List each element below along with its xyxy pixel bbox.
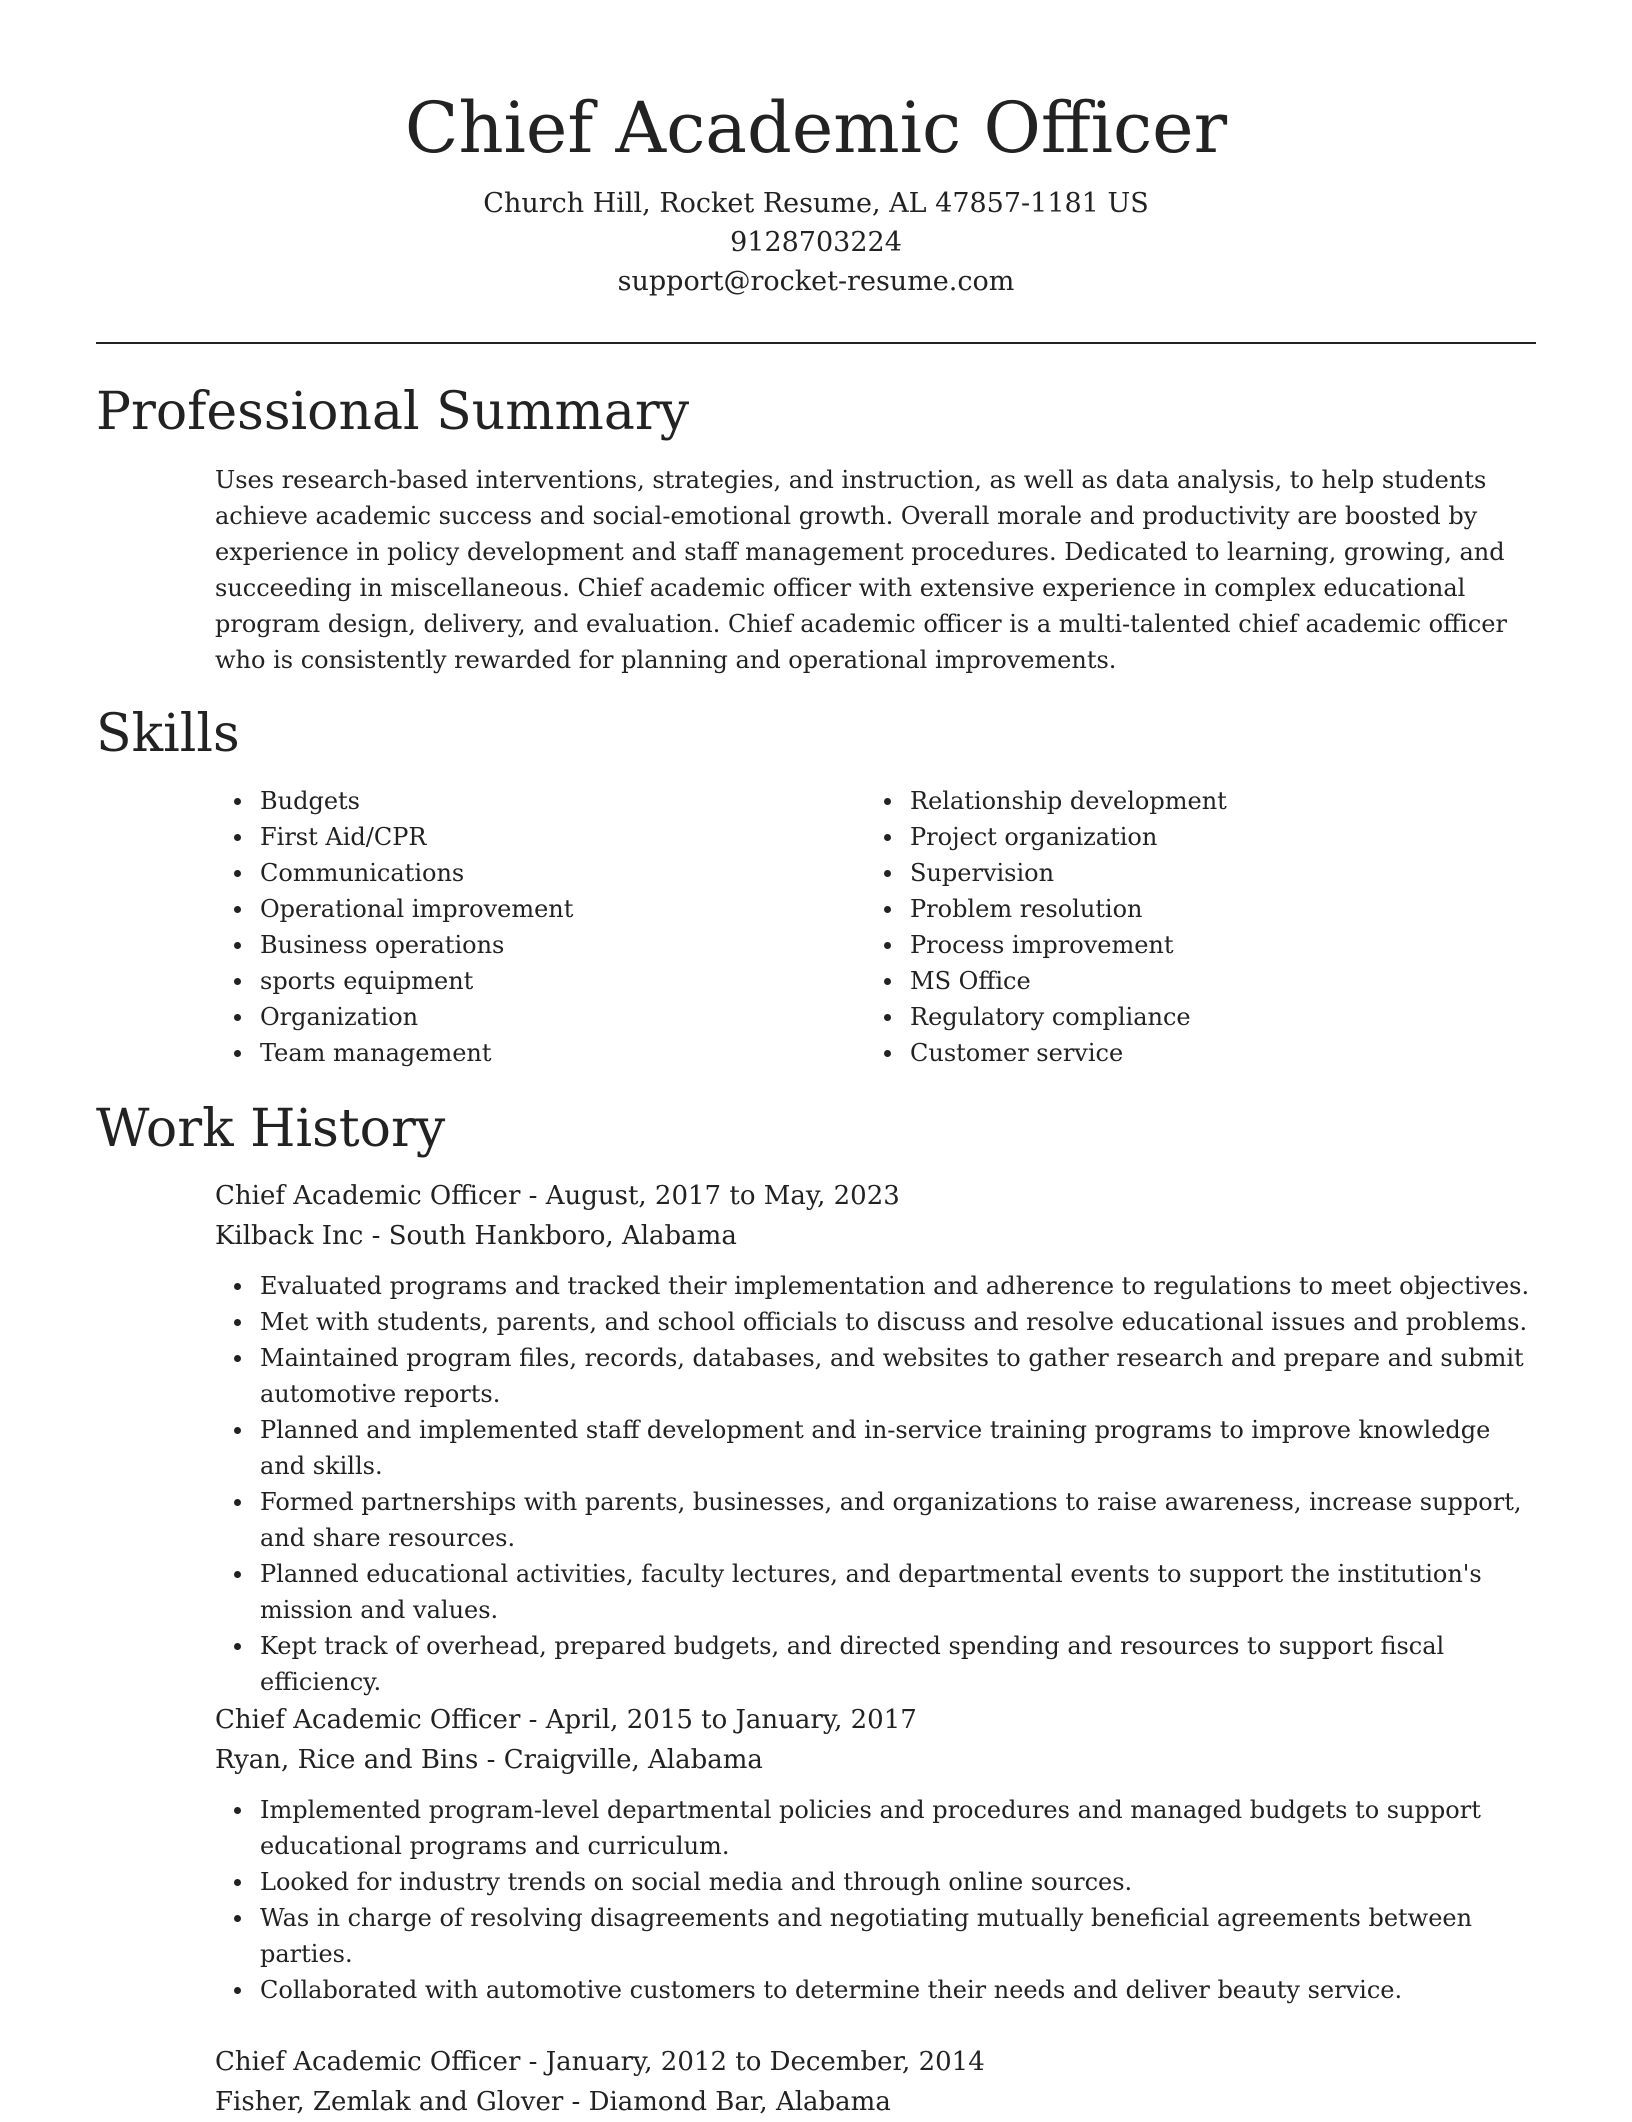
bullet-icon <box>234 870 241 877</box>
bullet-icon <box>234 1499 241 1506</box>
bullet-icon <box>234 1987 241 1994</box>
bullet-icon <box>234 798 241 805</box>
job-duties <box>215 1792 1535 2008</box>
skills-heading: Skills <box>96 704 240 764</box>
resume-header <box>0 82 1632 301</box>
job-company: Ryan, Rice and Bins <box>215 1745 479 1775</box>
skill-item: MS Office <box>865 963 1535 999</box>
bullet-icon <box>234 1355 241 1362</box>
skill-item: Operational improvement <box>215 891 815 927</box>
bullet-icon <box>884 906 891 913</box>
skill-item: Business operations <box>215 927 815 963</box>
skill-item: Budgets <box>215 783 815 819</box>
bullet-icon <box>234 978 241 985</box>
bullet-icon <box>234 942 241 949</box>
duty-item: Implemented program-level departmental policies and procedures and managed budgets to support educational programs and curriculum. <box>215 1792 1535 1864</box>
work-history-heading: Work History <box>96 1099 446 1159</box>
contact-phone: 9128703224 <box>730 227 902 258</box>
bullet-icon <box>884 1014 891 1021</box>
bullet-icon <box>234 1050 241 1057</box>
bullet-icon <box>234 906 241 913</box>
skill-item: Process improvement <box>865 927 1535 963</box>
duty-item: Met with students, parents, and school officials to discuss and resolve educational issues and problems. <box>215 1304 1535 1340</box>
skill-item: Supervision <box>865 855 1535 891</box>
duty-item: Looked for industry trends on social media and through online sources. <box>215 1864 1535 1900</box>
skill-item: Team management <box>215 1035 815 1071</box>
duty-item: Maintained program files, records, databases, and websites to gather research and prepare and submit automotive reports. <box>215 1340 1535 1412</box>
bullet-icon <box>234 1571 241 1578</box>
job-company-line: Fisher, Zemlak and Glover - Diamond Bar, Alabama <box>215 2087 891 2117</box>
skills-list-left <box>215 783 815 1071</box>
skill-item: Regulatory compliance <box>865 999 1535 1035</box>
duty-item: Formed partnerships with parents, businesses, and organizations to raise awareness, increase support, and share resources. <box>215 1484 1535 1556</box>
duty-item: Was in charge of resolving disagreements and negotiating mutually beneficial agreements between parties. <box>215 1900 1535 1972</box>
bullet-icon <box>234 1427 241 1434</box>
skill-item: Project organization <box>865 819 1535 855</box>
job-company-line: Kilback Inc - South Hankboro, Alabama <box>215 1221 737 1251</box>
skill-item: Communications <box>215 855 815 891</box>
job-location: Craigville, Alabama <box>503 1745 763 1775</box>
job-entry <box>215 2042 1535 2122</box>
skill-item: Customer service <box>865 1035 1535 1071</box>
summary-text: Uses research-based interventions, strategies, and instruction, as well as data analysis, to help students achieve academic success and social-emotional growth. Overall morale and productivity are boosted by experience in policy development and staff management procedures. Dedicated to learning, growing, and succeeding in miscellaneous. Chief academic officer with extensive experience in complex educational program design, delivery, and evaluation. Chief academic officer is a multi-talented chief academic officer who is consistently rewarded for planning and operational improvements. <box>215 466 1507 674</box>
duty-item: Evaluated programs and tracked their implementation and adherence to regulations to meet objectives. <box>215 1268 1535 1304</box>
duty-item: Kept track of overhead, prepared budgets, and directed spending and resources to support fiscal efficiency. <box>215 1628 1535 1700</box>
job-title: Chief Academic Officer <box>215 1181 521 1211</box>
candidate-name: Chief Academic Officer <box>404 87 1228 169</box>
bullet-icon <box>234 1807 241 1814</box>
bullet-icon <box>234 834 241 841</box>
bullet-icon <box>234 1915 241 1922</box>
bullet-icon <box>234 1283 241 1290</box>
contact-address: Church Hill, Rocket Resume, AL 47857-1181 US <box>483 188 1149 219</box>
job-dates: January, 2012 to December, 2014 <box>545 2047 985 2077</box>
job-title: Chief Academic Officer <box>215 1705 521 1735</box>
job-company: Kilback Inc <box>215 1221 364 1251</box>
bullet-icon <box>884 942 891 949</box>
bullet-icon <box>884 798 891 805</box>
job-company: Fisher, Zemlak and Glover <box>215 2087 564 2117</box>
job-title-line: Chief Academic Officer - August, 2017 to May, 2023 <box>215 1181 900 1211</box>
bullet-icon <box>884 870 891 877</box>
contact-email: support@rocket-resume.com <box>617 266 1015 297</box>
skill-item: sports equipment <box>215 963 815 999</box>
duty-item: Planned educational activities, faculty lectures, and departmental events to support the institution's mission and values. <box>215 1556 1535 1628</box>
contact-block <box>0 184 1632 301</box>
skill-item: Relationship development <box>865 783 1535 819</box>
bullet-icon <box>234 1014 241 1021</box>
job-dates: August, 2017 to May, 2023 <box>545 1181 900 1211</box>
header-divider <box>96 342 1536 344</box>
job-company-line: Ryan, Rice and Bins - Craigville, Alabama <box>215 1745 763 1775</box>
bullet-icon <box>884 834 891 841</box>
bullet-icon <box>234 1643 241 1650</box>
bullet-icon <box>884 978 891 985</box>
skill-item: Organization <box>215 999 815 1035</box>
job-duties <box>215 1268 1535 1700</box>
duty-item: Planned and implemented staff development and in-service training programs to improve knowledge and skills. <box>215 1412 1535 1484</box>
bullet-icon <box>234 1879 241 1886</box>
job-title-line: Chief Academic Officer - January, 2012 to December, 2014 <box>215 2047 985 2077</box>
job-title-line: Chief Academic Officer - April, 2015 to January, 2017 <box>215 1705 917 1735</box>
skill-item: First Aid/CPR <box>215 819 815 855</box>
duty-item: Collaborated with automotive customers to determine their needs and deliver beauty service. <box>215 1972 1535 2008</box>
bullet-icon <box>884 1050 891 1057</box>
job-dates: April, 2015 to January, 2017 <box>545 1705 917 1735</box>
skills-list-right <box>865 783 1535 1071</box>
bullet-icon <box>234 1319 241 1326</box>
skill-item: Problem resolution <box>865 891 1535 927</box>
job-location: South Hankboro, Alabama <box>388 1221 737 1251</box>
summary-heading: Professional Summary <box>96 382 690 442</box>
job-title: Chief Academic Officer <box>215 2047 521 2077</box>
job-entry <box>215 1176 1535 1700</box>
job-entry <box>215 1700 1535 2008</box>
job-location: Diamond Bar, Alabama <box>588 2087 891 2117</box>
